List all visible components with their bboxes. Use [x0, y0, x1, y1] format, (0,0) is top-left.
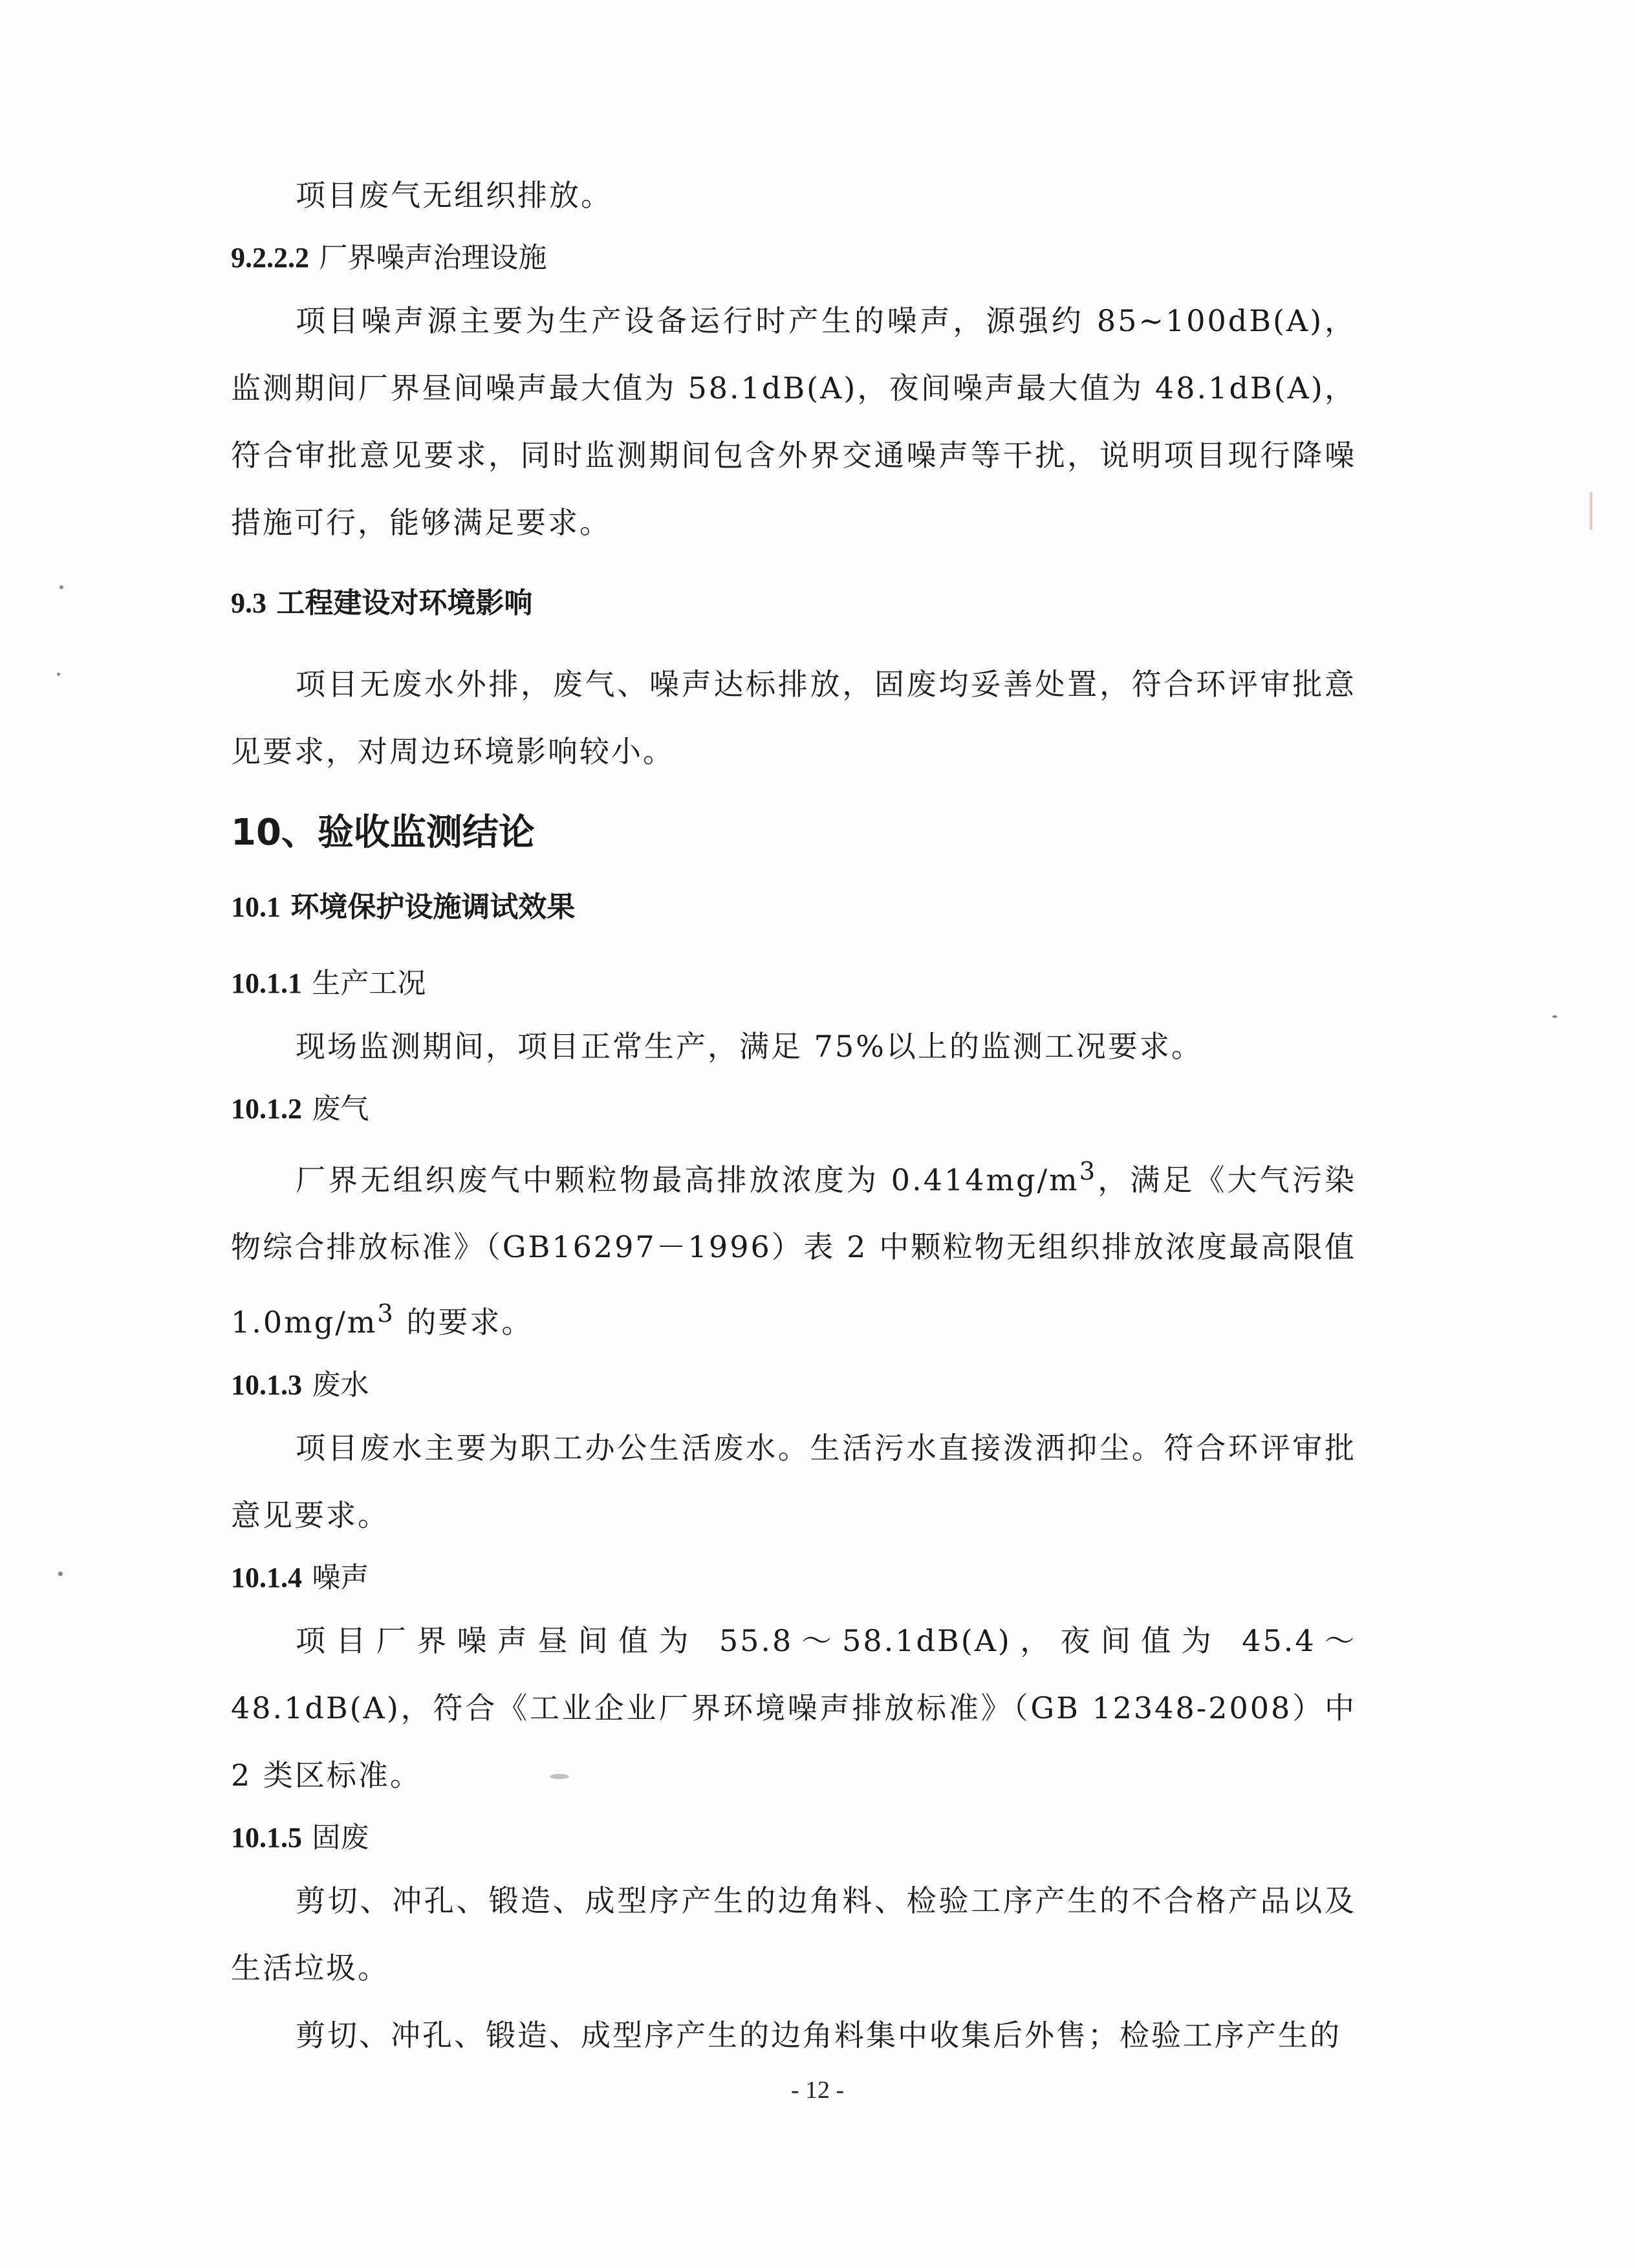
heading-text: 生产工况: [312, 967, 426, 1000]
heading-10-1-5: [231, 1809, 1356, 1867]
superscript: 3: [1079, 1157, 1098, 1186]
scan-speck: [57, 673, 60, 676]
heading-text: 厂界噪声治理设施: [319, 241, 547, 274]
heading-number: 10.1.3: [231, 1368, 302, 1401]
heading-text: 固废: [312, 1820, 369, 1854]
paragraph-solid-waste-1: 剪切、冲孔、锻造、成型序产生的边角料、检验工序产生的不合格产品以及生活垃圾。: [231, 1883, 1356, 1985]
paragraph-waste-gas-result: [231, 1138, 1356, 1356]
paragraph-production: 现场监测期间，项目正常生产，满足 75%以上的监测工况要求。: [296, 1029, 1203, 1064]
heading-10-1-1: [231, 955, 1356, 1013]
paragraph-solid-waste-2: 剪切、冲孔、锻造、成型序产生的边角料集中收集后外售；检验工序产生的: [296, 2017, 1341, 2053]
scan-speck: [1590, 491, 1592, 530]
scan-speck: [550, 1774, 569, 1779]
superscript: 3: [377, 1299, 395, 1329]
scan-speck: [60, 585, 63, 589]
text-segment: 厂界无组织废气中颗粒物最高排放浓度为 0.414mg/m: [296, 1162, 1079, 1198]
heading-10-1-4: [231, 1549, 1356, 1607]
heading-number: 10.1.2: [231, 1093, 302, 1125]
paragraph-wastewater: 项目废水主要为职工办公生活废水。生活污水直接泼洒抑尘。符合环评审批意见要求。: [231, 1430, 1356, 1533]
heading-number: 10.1.4: [231, 1561, 302, 1593]
paragraph-noise-result: 项目厂界噪声昼间值为 55.8～58.1dB(A)，夜间值为 45.4～48.1dB(A)，符合《工业企业厂界环境噪声排放标准》（GB 12348-2008）中 2 类区标准。: [231, 1623, 1356, 1793]
scan-speck: [58, 1571, 63, 1576]
heading-text: 废水: [312, 1368, 369, 1401]
heading-number: 10.1.1: [231, 967, 302, 999]
paragraph-waste-gas: 项目废气无组织排放。: [296, 178, 612, 213]
heading-number: 9.3: [231, 587, 266, 619]
heading-10-1: [231, 878, 1356, 936]
scan-speck: [1552, 1015, 1557, 1018]
paragraph-env-impact: 项目无废水外排，废气、噪声达标排放，固废均妥善处置，符合环评审批意见要求，对周边环境影响较小。: [231, 667, 1356, 769]
heading-10: 10、验收监测结论: [231, 812, 535, 854]
text-segment: ，满足《大气污染物综合排放标准》（GB16297－1996）表 2 中颗粒物无组织排放浓度最高限值 1.0mg/m: [231, 1162, 1356, 1340]
heading-9-2-2-2: [231, 229, 1356, 287]
text-segment: 的要求。: [395, 1304, 534, 1340]
page-number: - 12 -: [790, 2077, 845, 2104]
heading-text: 噪声: [312, 1561, 369, 1594]
heading-text: 工程建设对环境影响: [276, 587, 533, 620]
page-content: [231, 162, 1356, 2069]
heading-9-3: [231, 574, 1356, 632]
heading-10-1-3: [231, 1356, 1356, 1414]
heading-text: 废气: [312, 1092, 369, 1125]
heading-number: 10.1: [231, 891, 281, 923]
paragraph-noise-facilities: 项目噪声源主要为生产设备运行时产生的噪声，源强约 85~100dB(A)，监测期间厂界昼间噪声最大值为 58.1dB(A)，夜间噪声最大值为 48.1dB(A)，符合审批意见要求，同时监测期间包含外界交通噪声等干扰，说明项目现行降噪措施可行，能够满足要求。: [231, 303, 1356, 540]
heading-number: 10.1.5: [231, 1821, 302, 1853]
heading-10-1-2: [231, 1080, 1356, 1138]
heading-number: 9.2.2.2: [231, 242, 309, 274]
heading-text: 环境保护设施调试效果: [290, 891, 576, 923]
